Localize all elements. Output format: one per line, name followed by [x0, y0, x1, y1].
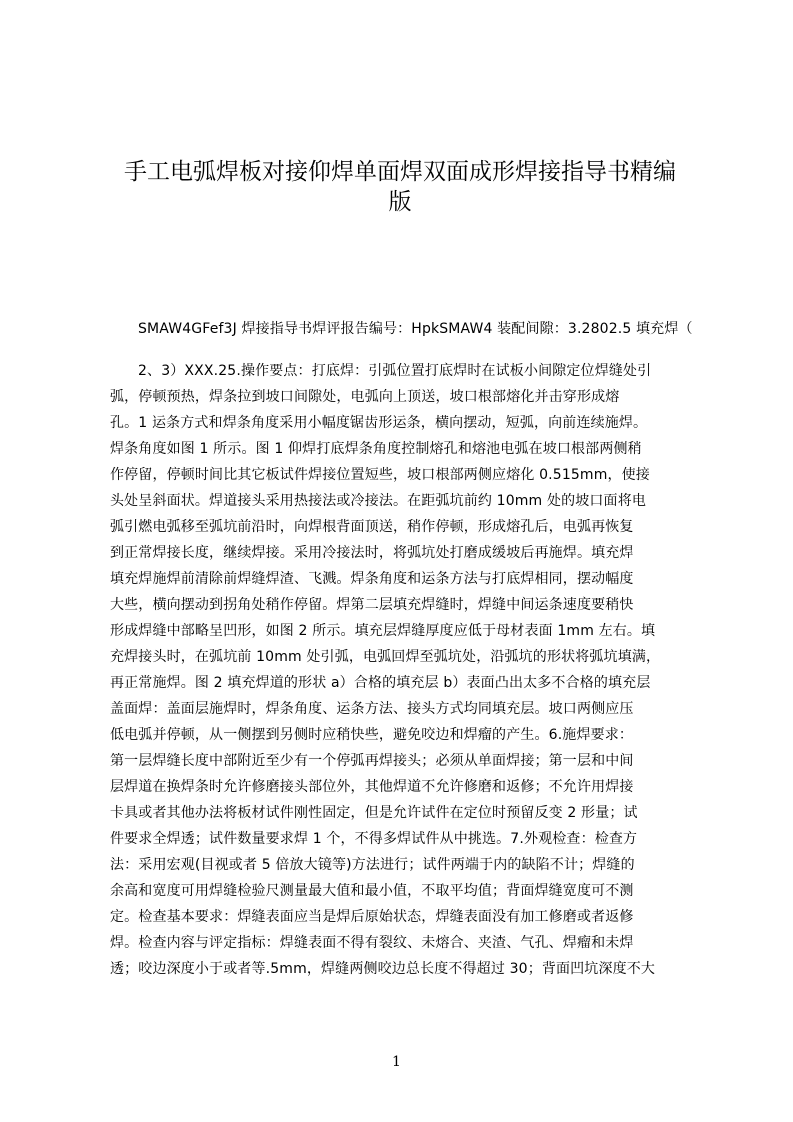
text-line: 件要求全焊透；试件数量要求焊 1 个，不得多焊试件从中挑选。7.外观检查：检查方 — [110, 831, 638, 847]
text-line: 定。检查基本要求：焊缝表面应当是焊后原始状态，焊缝表面没有加工修磨或者返修 — [110, 909, 634, 925]
page-title — [100, 157, 700, 217]
paragraph-gap — [110, 342, 700, 358]
text-line: 低电弧并停顿，从一侧摆到另侧时应稍快些，避免咬边和焊瘤的产生。6.施焊要求： — [110, 727, 634, 743]
title-line-2: 版 — [388, 189, 412, 216]
text-line: 焊。检查内容与评定指标：焊缝表面不得有裂纹、未熔合、夹渣、气孔、焊瘤和未焊 — [110, 935, 634, 951]
text-line: 层焊道在换焊条时允许修磨接头部位外，其他焊道不允许修磨和返修；不允许用焊接 — [110, 779, 634, 795]
text-line: 孔。1 运条方式和焊条角度采用小幅度锯齿形运条，横向摆动，短弧，向前连续施焊。 — [110, 415, 648, 431]
text-line: 再正常施焊。图 2 填充焊道的形状 a）合格的填充层 b）表面凸出太多不合格的填充层 — [110, 675, 651, 691]
text-line: 透；咬边深度小于或者等.5mm，焊缝两侧咬边总长度不得超过 30；背面凹坑深度不大 — [110, 961, 656, 977]
paragraph-intro: SMAW4GFef3J 焊接指导书焊评报告编号：HpkSMAW4 装配间隙：3.2802.5 填充焊（ — [138, 321, 693, 337]
text-line: 焊条角度如图 1 所示。图 1 仰焊打底焊条角度控制熔孔和熔池电弧在坡口根部两侧稍 — [110, 441, 642, 457]
text-line: 弧引燃电弧移至弧坑前沿时，向焊根背面顶送，稍作停顿，形成熔孔后，电弧再恢复 — [110, 519, 634, 535]
text-line: 填充焊施焊前清除前焊缝焊渣、飞溅。焊条角度和运条方法与打底焊相同，摆动幅度 — [110, 571, 634, 587]
text-line: 2、3）XXX.25.操作要点：打底焊：引弧位置打底焊时在试板小间隙定位焊缝处引 — [138, 363, 652, 379]
title-line-1: 手工电弧焊板对接仰焊单面焊双面成形焊接指导书精编 — [124, 159, 676, 186]
text-line: 作停留，停顿时间比其它板试件焊接位置短些，坡口根部两侧应熔化 0.515mm，使接 — [110, 467, 650, 483]
text-line: 充焊接头时，在弧坑前 10mm 处引弧，电弧回焊至弧坑处，沿弧坑的形状将弧坑填满， — [110, 649, 661, 665]
page-number: 1 — [392, 1054, 401, 1070]
text-line: 卡具或者其他办法将板材试件刚性固定，但是允许试件在定位时预留反变 2 形量；试 — [110, 805, 638, 821]
text-line: 盖面焊：盖面层施焊时，焊条角度、运条方法、接头方式均同填充层。坡口两侧应压 — [110, 701, 634, 717]
text-line: 弧，停顿预热，焊条拉到坡口间隙处，电弧向上顶送，坡口根部熔化并击穿形成熔 — [110, 389, 620, 405]
text-line: 形成焊缝中部略呈凹形，如图 2 所示。填充层焊缝厚度应低于母材表面 1mm 左右。填 — [110, 623, 656, 639]
body-text — [110, 316, 700, 982]
text-line: 到正常焊接长度，继续焊接。采用冷接法时，将弧坑处打磨成缓坡后再施焊。填充焊 — [110, 545, 634, 561]
text-line: 第一层焊缝长度中部附近至少有一个停弧再焊接头；必须从单面焊接；第一层和中间 — [110, 753, 634, 769]
text-line: 余高和宽度可用焊缝检验尺测量最大值和最小值，不取平均值；背面焊缝宽度可不测 — [110, 883, 634, 899]
text-line: 头处呈斜面状。焊道接头采用热接法或冷接法。在距弧坑前约 10mm 处的坡口面将电 — [110, 493, 646, 509]
text-line: 大些，横向摆动到拐角处稍作停留。焊第二层填充焊缝时，焊缝中间运条速度要稍快 — [110, 597, 634, 613]
text-line: 法：采用宏观(目视或者 5 倍放大镜等)方法进行；试件两端于内的缺陷不计；焊缝的 — [110, 857, 635, 873]
